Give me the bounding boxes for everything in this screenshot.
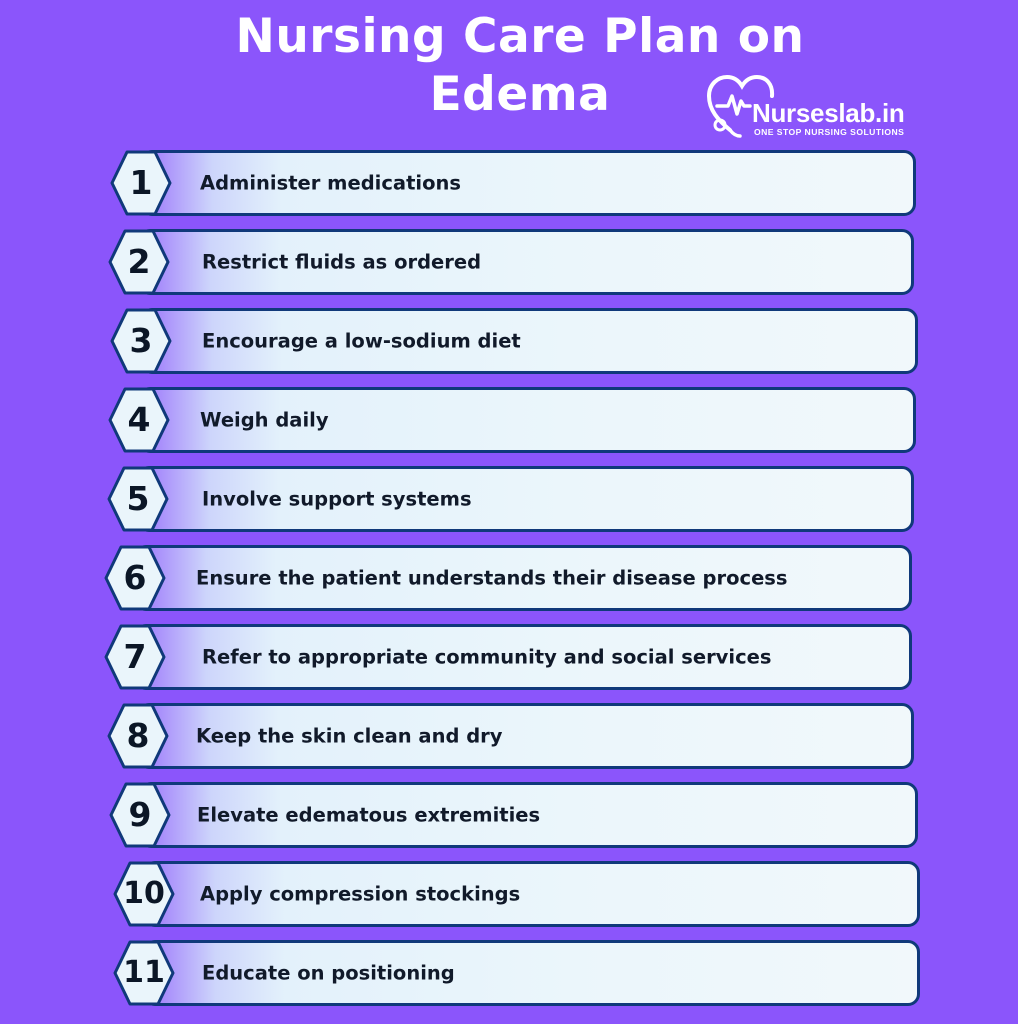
list-item [104, 624, 912, 690]
list-item [110, 150, 916, 216]
list-item [113, 940, 920, 1006]
item-card [138, 387, 916, 453]
item-label: Elevate edematous extremities [197, 803, 541, 827]
item-card [140, 150, 916, 216]
list-item [109, 782, 918, 848]
item-card [137, 703, 914, 769]
item-number: 6 [123, 558, 147, 597]
item-card [143, 940, 920, 1006]
item-card [134, 545, 912, 611]
item-card [134, 624, 912, 690]
item-label: Encourage a low-sodium diet [202, 329, 521, 353]
item-label: Administer medications [200, 171, 461, 195]
item-card [139, 782, 918, 848]
item-label: Refer to appropriate community and social services [202, 645, 772, 669]
list-item [107, 466, 914, 532]
item-label: Weigh daily [200, 408, 329, 432]
number-badge [113, 940, 175, 1006]
item-card [143, 861, 920, 927]
item-number: 2 [127, 242, 151, 281]
number-badge [107, 466, 169, 532]
item-label: Involve support systems [202, 487, 472, 511]
brand-logo [706, 70, 916, 140]
brand-name: Nurseslab.in [752, 98, 905, 128]
item-label: Keep the skin clean and dry [196, 724, 503, 748]
item-number: 7 [123, 637, 147, 676]
page-title-line-2: Edema [429, 67, 611, 122]
number-badge [104, 545, 166, 611]
number-badge [110, 308, 172, 374]
item-number: 11 [123, 955, 165, 990]
item-number: 9 [128, 795, 152, 834]
item-number: 10 [123, 876, 165, 911]
list-item [104, 545, 912, 611]
number-badge [110, 150, 172, 216]
item-label: Apply compression stockings [200, 882, 521, 906]
item-card [138, 229, 914, 295]
number-badge [113, 861, 175, 927]
number-badge [108, 229, 170, 295]
list-item [113, 861, 920, 927]
list-item [108, 229, 914, 295]
item-number: 1 [129, 163, 153, 202]
item-label: Educate on positioning [202, 961, 455, 985]
number-badge [108, 387, 170, 453]
list-item [110, 308, 918, 374]
item-number: 3 [129, 321, 153, 360]
item-card [140, 308, 918, 374]
item-card [137, 466, 914, 532]
number-badge [104, 624, 166, 690]
item-number: 5 [126, 479, 150, 518]
item-number: 4 [127, 400, 151, 439]
page-title-line-1: Nursing Care Plan on [235, 9, 805, 64]
number-badge [107, 703, 169, 769]
item-label: Restrict fluids as ordered [202, 250, 482, 274]
brand-tagline: ONE STOP NURSING SOLUTIONS [754, 127, 905, 137]
list-item [107, 703, 914, 769]
item-label: Ensure the patient understands their disease process [196, 566, 788, 590]
list-item [108, 387, 916, 453]
number-badge [109, 782, 171, 848]
item-number: 8 [126, 716, 150, 755]
